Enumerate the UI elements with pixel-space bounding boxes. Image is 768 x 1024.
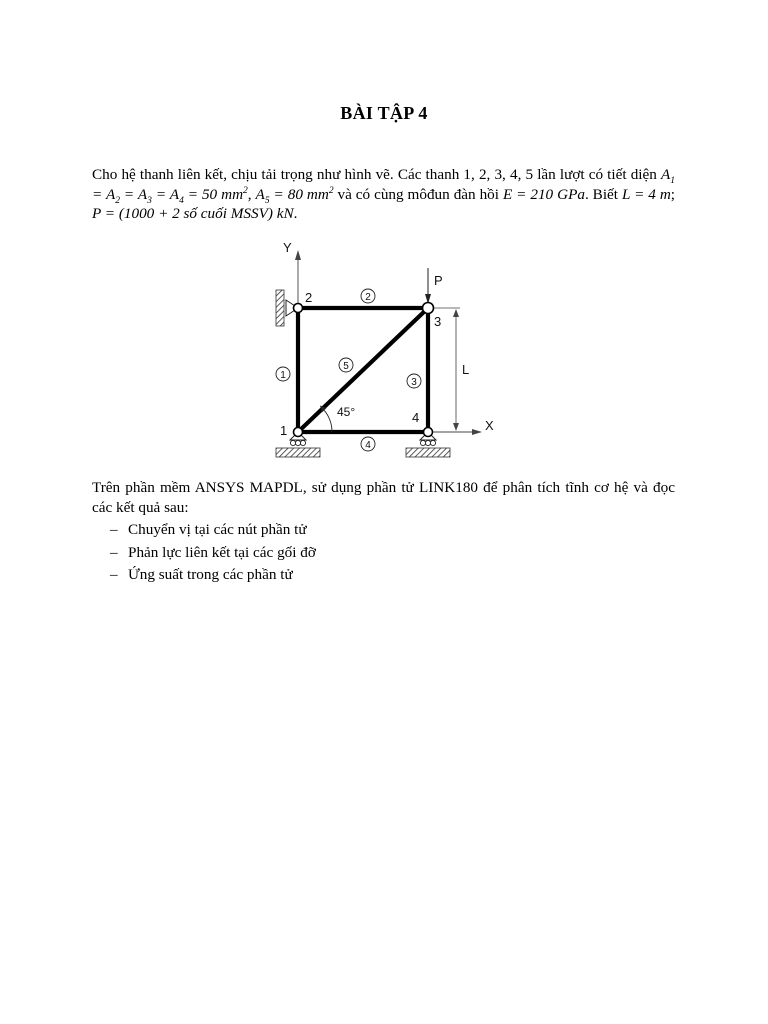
joint-2: [294, 304, 303, 313]
joint-3: [423, 303, 434, 314]
dim-arrow-top: [453, 309, 459, 317]
element-label-5: [339, 358, 353, 372]
page-title: BÀI TẬP 4: [340, 103, 428, 123]
svg-text:3: 3: [411, 377, 417, 388]
list-item: – Chuyển vị tại các nút phần tử: [110, 519, 316, 542]
node-label-1: 1: [280, 423, 288, 438]
bullet-marker: –: [110, 543, 118, 561]
wall-support: [276, 290, 284, 326]
member-5: [298, 308, 428, 432]
bullet-marker: –: [110, 521, 118, 538]
svg-text:2: 2: [365, 292, 371, 303]
x-axis-arrow: [472, 429, 482, 435]
node-label-4: 4: [412, 410, 420, 425]
dim-arrow-bottom: [453, 423, 459, 431]
svg-text:1: 1: [280, 370, 286, 381]
node-label-3: 3: [434, 314, 442, 329]
bullet-marker: –: [110, 566, 118, 583]
task-description: Trên phần mềm ANSYS MAPDL, sử dụng phần tử LINK180 để phân tích tĩnh cơ hệ và đọc các kết quả sau:: [92, 479, 675, 516]
list-item: – Phản lực liên kết tại các gối đỡ: [110, 542, 316, 565]
problem-statement: Cho hệ thanh liên kết, chịu tải trọng như hình vẽ. Các thanh 1, 2, 3, 4, 5 lần lượt có tiết diện $A_1 = A_2 = A_3 = A_4 = 50$ $mm^2$, $A_5 = 80$ $mm^2$ và có cùng môđun đàn hồi E = 210 GPa. Biết L = 4 m; P = (1000 + 2 số cuối MSSV) kN.: [92, 166, 676, 222]
element-label-3: [407, 374, 421, 388]
svg-text:4: 4: [365, 440, 371, 451]
y-axis-arrow: [295, 250, 301, 260]
element-label-1: [276, 367, 290, 381]
x-axis-label: X: [485, 418, 494, 433]
load-label: P: [434, 273, 443, 288]
angle-arc: [323, 409, 332, 432]
list-item: – Ứng suất trong các phần tử: [110, 564, 316, 587]
element-label-2: [361, 289, 375, 303]
svg-text:5: 5: [343, 361, 349, 372]
joint-4: [424, 428, 433, 437]
angle-label: 45°: [337, 405, 356, 419]
node-label-2: 2: [305, 290, 313, 305]
truss-diagram: [262, 236, 506, 464]
results-list: [110, 519, 316, 587]
joint-1: [294, 428, 303, 437]
element-label-4: [361, 437, 375, 451]
dim-label: L: [462, 362, 470, 377]
y-axis-label: Y: [283, 240, 292, 255]
